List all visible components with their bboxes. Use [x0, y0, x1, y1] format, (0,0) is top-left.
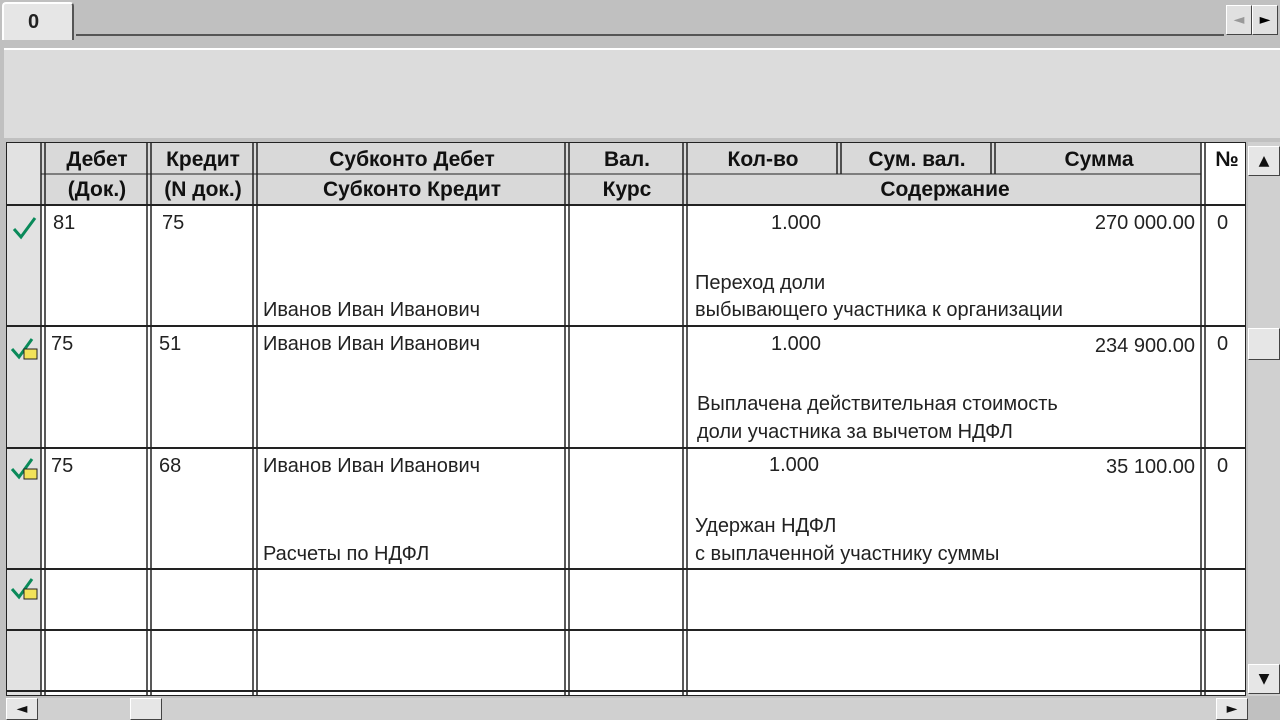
arrow-down-icon: ▼	[1258, 671, 1270, 687]
col-kolvo-header[interactable]: Кол-во	[727, 147, 799, 171]
scroll-left-button[interactable]	[6, 698, 38, 720]
col-subkonto-debet-header[interactable]: Субконто Дебет	[329, 147, 495, 171]
scroll-down-button[interactable]	[1248, 664, 1280, 694]
kolvo-cell: 1.000	[769, 454, 820, 476]
col-summa-header[interactable]: Сумма	[1064, 147, 1134, 171]
tab-scroll-left-button[interactable]	[1226, 5, 1252, 35]
vertical-scrollbar[interactable]	[1248, 142, 1280, 696]
col-debet-header[interactable]: Дебет	[66, 147, 128, 171]
col-subkonto-kredit-header[interactable]: Субконто Кредит	[322, 177, 502, 201]
kredit-cell: 51	[159, 333, 182, 355]
number-cell: 0	[1217, 333, 1229, 355]
soderzhanie-line-1: Выплачена действительная стоимость	[697, 393, 1058, 415]
tab-label: 0	[28, 10, 40, 33]
subkonto-kredit-cell: Иванов Иван Иванович	[263, 299, 481, 321]
scroll-right-button[interactable]	[1216, 698, 1248, 720]
scroll-up-button[interactable]	[1248, 146, 1280, 176]
horizontal-scroll-thumb[interactable]	[130, 698, 162, 720]
debet-cell: 75	[51, 333, 74, 355]
col-number-header[interactable]: №	[1215, 147, 1239, 171]
number-cell: 0	[1217, 212, 1229, 234]
checkmark-pencil-icon	[10, 457, 40, 483]
kredit-cell: 68	[159, 455, 182, 477]
info-panel	[4, 48, 1280, 138]
soderzhanie-line-2: выбывающего участника к организации	[695, 299, 1063, 321]
summa-cell: 270 000.00	[1094, 212, 1195, 234]
arrow-left-icon: ◄	[16, 701, 28, 717]
debet-cell: 81	[53, 212, 76, 234]
soderzhanie-line-1: Удержан НДФЛ	[695, 515, 837, 537]
entries-table	[6, 142, 1246, 696]
col-kredit-doc-header[interactable]: (N док.)	[164, 177, 242, 201]
soderzhanie-line-2: доли участника за вычетом НДФЛ	[697, 421, 1013, 443]
summa-cell: 35 100.00	[1106, 456, 1195, 478]
arrow-right-icon: ►	[1226, 701, 1238, 717]
summa-cell: 234 900.00	[1094, 335, 1195, 357]
col-soderzhanie-header[interactable]: Содержание	[880, 177, 1010, 201]
kolvo-cell: 1.000	[771, 333, 822, 355]
soderzhanie-line-1: Переход доли	[695, 272, 826, 294]
col-val-header[interactable]: Вал.	[603, 147, 651, 171]
col-debet-doc-header[interactable]: (Док.)	[67, 177, 127, 201]
tab-0[interactable]	[2, 2, 74, 40]
kolvo-cell: 1.000	[771, 212, 822, 234]
col-kurs-header[interactable]: Курс	[602, 177, 652, 201]
tab-divider	[76, 34, 1224, 36]
checkmark-pencil-icon	[10, 577, 40, 603]
kredit-cell: 75	[162, 212, 185, 234]
checkmark-icon	[11, 215, 37, 241]
checkmark-pencil-icon	[10, 337, 40, 363]
col-kredit-header[interactable]: Кредит	[166, 147, 240, 171]
subkonto-debet-cell: Иванов Иван Иванович	[263, 333, 481, 355]
vertical-scroll-thumb[interactable]	[1248, 328, 1280, 360]
tab-scroll-right-button[interactable]	[1252, 5, 1278, 35]
arrow-left-icon: ◄	[1233, 12, 1245, 28]
col-sum-val-header[interactable]: Сум. вал.	[868, 147, 966, 171]
subkonto-debet-cell: Иванов Иван Иванович	[263, 455, 481, 477]
arrow-up-icon: ▲	[1258, 153, 1270, 169]
arrow-right-icon: ►	[1259, 12, 1271, 28]
number-cell: 0	[1217, 455, 1229, 477]
soderzhanie-line-2: с выплаченной участнику суммы	[695, 543, 1000, 565]
debet-cell: 75	[51, 455, 74, 477]
tab-strip	[0, 0, 1280, 40]
subkonto-kredit-cell: Расчеты по НДФЛ	[263, 543, 430, 565]
horizontal-scrollbar[interactable]	[6, 698, 1248, 720]
